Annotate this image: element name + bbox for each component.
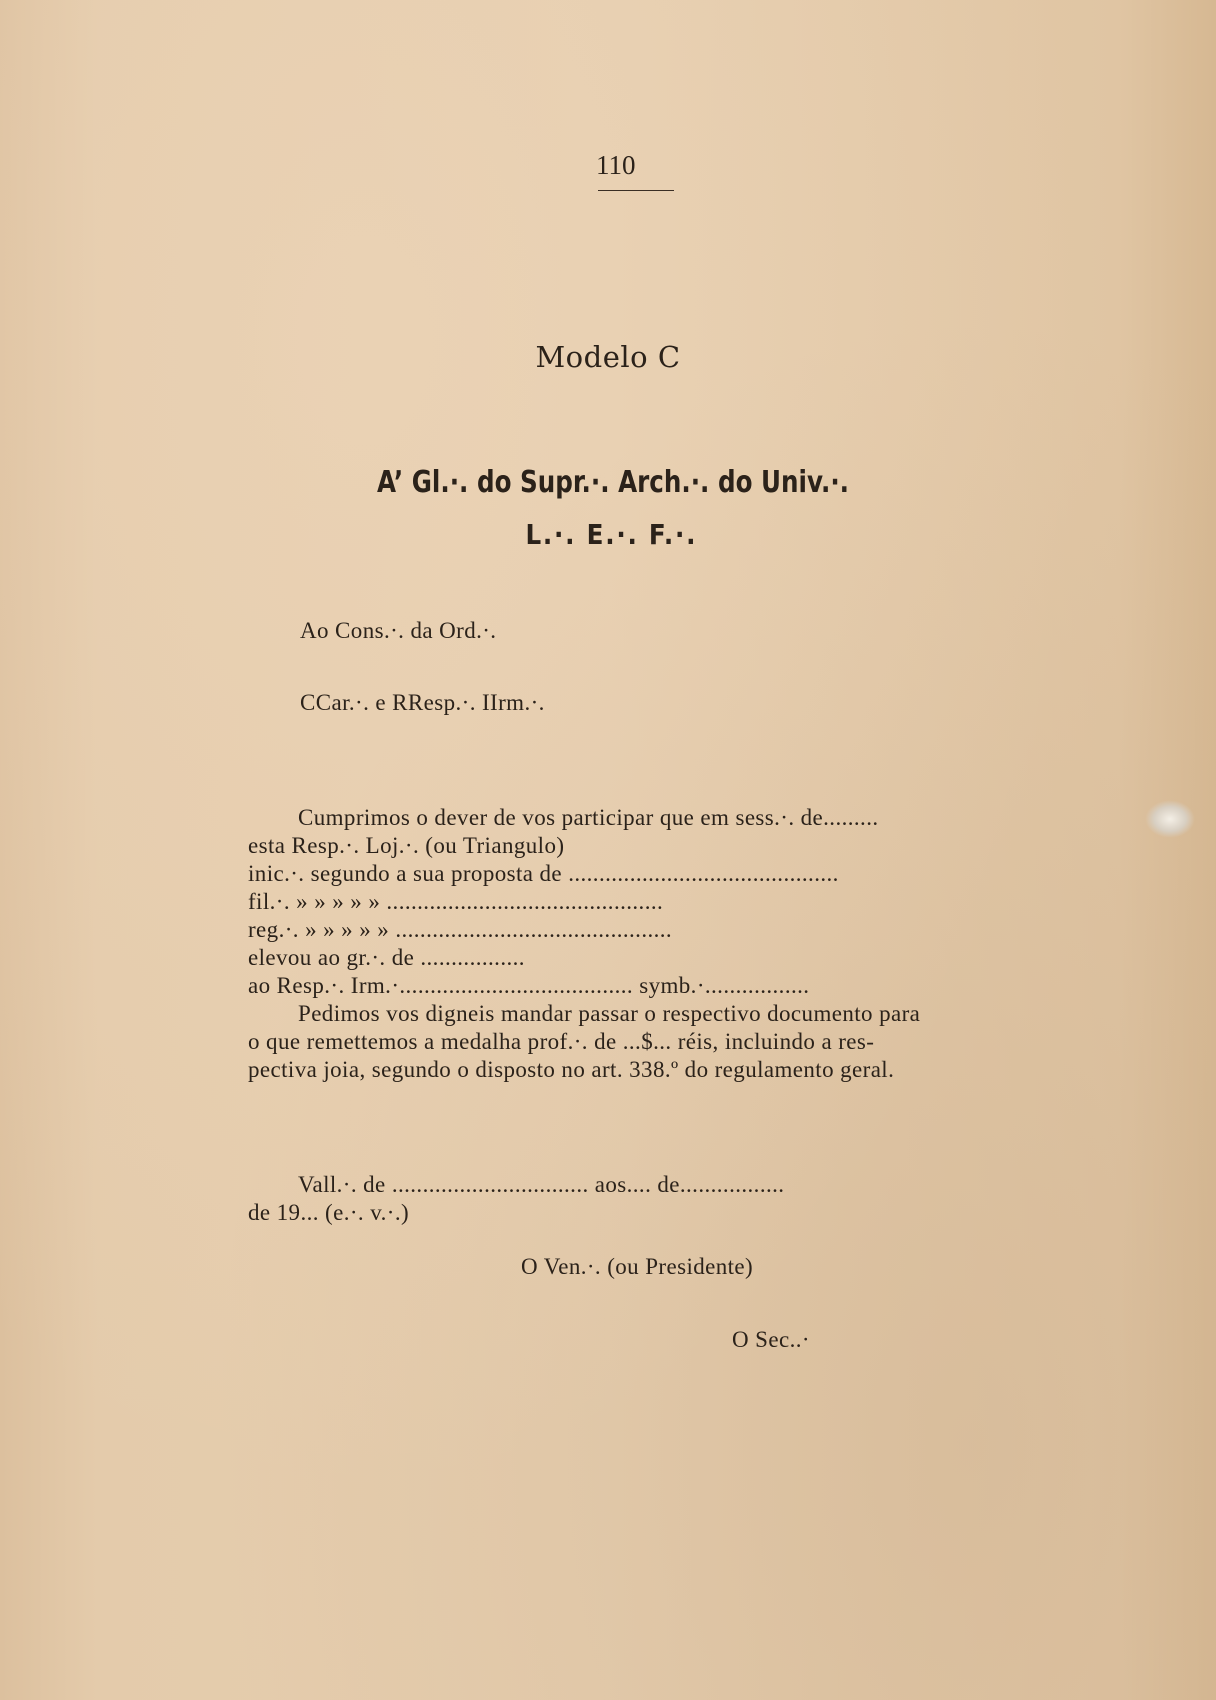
closing-text	[248, 1172, 1012, 1228]
body-text	[248, 805, 1012, 1085]
closing-line: Vall.·. de ................................ aos.... de.................	[298, 1172, 785, 1197]
page-number-rule	[598, 190, 674, 191]
body-line: ao Resp.·. Irm.·...................................... symb.·.................	[248, 973, 810, 998]
body-line: Pedimos vos digneis mandar passar o respectivo documento para	[298, 1001, 921, 1026]
body-line: elevou ao gr.·. de .................	[248, 945, 525, 970]
address-line-2: CCar.·. e RResp.·. IIrm.·.	[300, 690, 545, 715]
motto-heading: L.·. E.·. F.·.	[525, 518, 698, 551]
paper-tear-mark	[1145, 800, 1195, 838]
address-line-1: Ao Cons.·. da Ord.·.	[300, 618, 497, 643]
page-number: 110	[596, 150, 636, 180]
body-line: reg.·. » » » » » .............................................	[248, 917, 673, 942]
form-title: Modelo C	[535, 340, 681, 374]
body-line: o que remettemos a medalha prof.·. de ...$... réis, incluindo a res-	[248, 1029, 875, 1054]
closing-line: de 19... (e.·. v.·.)	[248, 1200, 410, 1225]
body-line: fil.·. » » » » » .............................................	[248, 889, 664, 914]
invocation-heading: A’ Gl.·. do Supr.·. Arch.·. do Univ.·.	[377, 465, 850, 500]
body-line: pectiva joia, segundo o disposto no art. 338.º do regulamento geral.	[248, 1057, 895, 1082]
body-line: esta Resp.·. Loj.·. (ou Triangulo)	[248, 833, 565, 858]
secretary-signature: O Sec..·	[732, 1327, 810, 1352]
body-line: Cumprimos o dever de vos participar que em sess.·. de.........	[298, 805, 879, 830]
body-line: inic.·. segundo a sua proposta de ............................................	[248, 861, 839, 886]
president-signature: O Ven.·. (ou Presidente)	[521, 1254, 754, 1279]
